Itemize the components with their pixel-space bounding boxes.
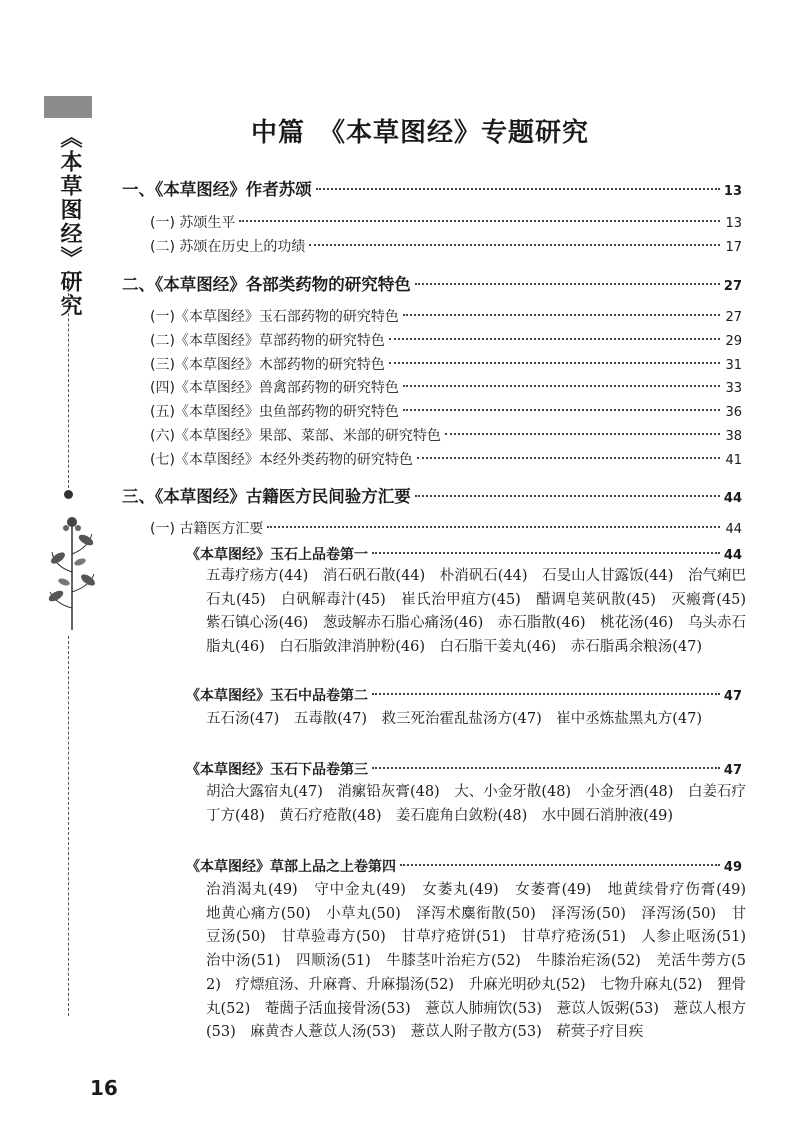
- toc-entry[interactable]: (五)《本草图经》虫鱼部药物的研究特色 36: [150, 404, 742, 420]
- page-title: 中篇 《本草图经》专题研究: [250, 118, 589, 148]
- toc-entry[interactable]: (三)《本草图经》木部药物的研究特色 31: [150, 357, 742, 373]
- recipe-list: 五毒疗疡方(44) 消石矾石散(44) 朴消矾石(44) 石旻山人甘露饭(44) 治气痢巴石丸(45) 白矾解毒汁(45) 崔氏治甲疽方(45) 醋调皂荚矾散(45) 灭瘢膏(45) 紫石镇心汤(46) 葱豉解赤石脂心痛汤(46) 赤石脂散(46) 桃花汤(46) 乌头赤石脂丸(46) 白石脂敛津消肿粉(46) 白石脂干姜丸(46) 赤石脂禹余粮汤(47): [206, 568, 761, 656]
- recipe-list: 五石汤(47) 五毒散(47) 救三死治霍乱盐汤方(47) 崔中丞炼盐黑丸方(47): [206, 711, 703, 727]
- toc-entry[interactable]: 《本草图经》草部上品之上卷第四 49: [186, 859, 742, 875]
- toc-entry[interactable]: 三、《本草图经》古籍医方民间验方汇要 44: [122, 487, 742, 506]
- toc-entry[interactable]: 一、《本草图经》作者苏颂 13: [122, 180, 742, 199]
- toc-entry[interactable]: (一) 苏颂生平 13: [150, 215, 742, 231]
- sidebar-bar: [44, 96, 92, 118]
- toc-entry[interactable]: 二、《本草图经》各部类药物的研究特色 27: [122, 275, 742, 294]
- recipe-list: 胡洽大露宿丸(47) 消瘰铅灰膏(48) 大、小金牙散(48) 小金牙酒(48) 白姜石疗丁方(48) 黄石疗疮散(48) 姜石鹿角白敛粉(48) 水中圆石消肿液(49): [206, 784, 746, 824]
- toc-entry[interactable]: (二) 苏颂在历史上的功绩 17: [150, 239, 742, 255]
- recipe-list: 治消渴丸(49) 守中金丸(49) 女萎丸(49) 女萎膏(49) 地黄续骨疗伤膏(49) 地黄心痛方(50) 小草丸(50) 泽泻术麋衔散(50) 泽泻汤(50) 泽泻汤(50) 甘豆汤(50) 甘草验毒方(50) 甘草疗疮饼(51) 甘草疗疮汤(51) 人参止呕汤(51) 治中汤(51) 四顺汤(51) 牛膝茎叶治疟方(52) 牛膝治疟汤(52) 羌活牛蒡方(52) 疗熛疽汤、升麻膏、升麻搨汤(52) 升麻光明砂丸(52) 七物升麻丸(52) 狸骨丸(52) 菴䕡子活血接骨汤(53) 薏苡人肺痈饮(53) 薏苡人饭粥(53) 薏苡人根方(53) 麻黄杏人薏苡人汤(53) 薏苡人附子散方(53) 菥蓂子疗目疾: [206, 882, 761, 1041]
- toc-entry[interactable]: 《本草图经》玉石下品卷第三 47: [186, 762, 742, 778]
- toc-entry[interactable]: (七)《本草图经》本经外类药物的研究特色 41: [150, 452, 742, 468]
- toc-entry[interactable]: (四)《本草图经》兽禽部药物的研究特色 33: [150, 380, 742, 396]
- toc-entry[interactable]: (二)《本草图经》草部药物的研究特色 29: [150, 333, 742, 349]
- sidebar-dashed-line: [68, 278, 69, 488]
- sidebar-title: 《本草图经》研究: [57, 126, 82, 318]
- toc-entry[interactable]: (一)《本草图经》玉石部药物的研究特色 27: [150, 309, 742, 325]
- toc-entry[interactable]: 《本草图经》玉石上品卷第一 44: [186, 547, 742, 563]
- toc-entry[interactable]: (一) 古籍医方汇要 44: [150, 521, 742, 537]
- sidebar-dashed-line-lower: [68, 636, 69, 1016]
- sidebar-dot: [64, 490, 73, 499]
- page-number: 16: [90, 1076, 118, 1100]
- plant-illustration-icon: [46, 512, 98, 630]
- toc-entry[interactable]: (六)《本草图经》果部、菜部、米部的研究特色 38: [150, 428, 742, 444]
- toc-entry[interactable]: 《本草图经》玉石中品卷第二 47: [186, 688, 742, 704]
